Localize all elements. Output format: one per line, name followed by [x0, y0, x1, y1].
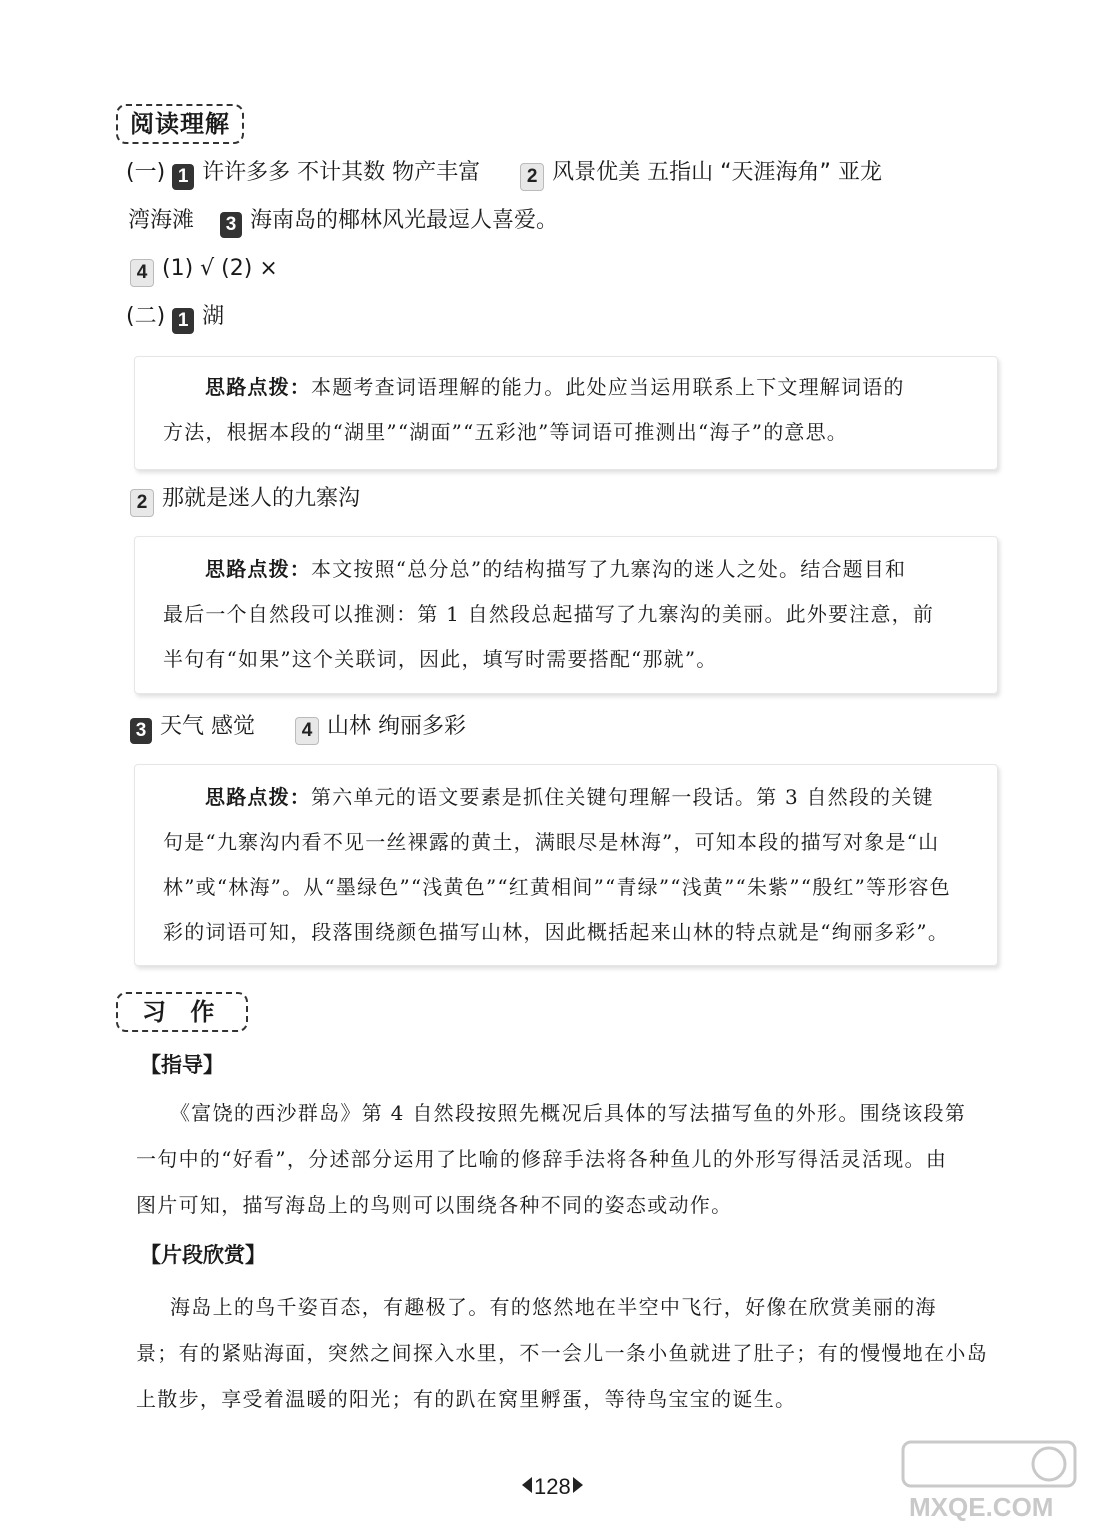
hint3-label: 思路点拨：	[205, 785, 311, 809]
hint3-line2: 句是“九寨沟内看不见一丝裸露的黄土，满眼尽是林海”，可知本段的描写对象是“山	[163, 830, 940, 854]
q1-number-badge: 1	[172, 164, 194, 190]
part1-label: (一)	[126, 160, 166, 185]
part2-q3-q4-line	[130, 712, 466, 745]
section-title-writing: 习 作	[116, 992, 248, 1032]
sample-heading: 【片段欣赏】	[140, 1243, 266, 1267]
q2-number-badge: 2	[520, 163, 544, 191]
p2-q4-answer: 山林 绚丽多彩	[327, 714, 466, 739]
hint3-line3: 林”或“林海”。从“墨绿色”“浅黄色”“红黄相间”“青绿”“浅黄”“朱紫”“殷红”等形容色	[163, 875, 951, 899]
p2-q3-answer: 天气 感觉	[160, 714, 255, 739]
q3-answer: 海南岛的椰林风光最逗人喜爱。	[250, 208, 559, 233]
page-number-text: 128	[534, 1474, 571, 1499]
sample-paragraph	[136, 1284, 998, 1422]
watermark-logo	[899, 1436, 1079, 1526]
watermark-graphic	[899, 1436, 1079, 1526]
hint2-label: 思路点拨：	[205, 557, 311, 581]
hint-box-3	[134, 764, 998, 966]
arrow-right-icon	[573, 1477, 583, 1493]
q2-answer-continued: 湾海滩	[128, 208, 195, 233]
q2-answer: 风景优美 五指山 “天涯海角” 亚龙	[552, 160, 882, 185]
part2-q2-line	[130, 484, 360, 517]
guide-line1: 《富饶的西沙群岛》第 4 自然段按照先概况后具体的写法描写鱼的外形。围绕该段第	[170, 1101, 967, 1125]
sample-line1: 海岛上的鸟千姿百态，有趣极了。有的悠然地在半空中飞行，好像在欣赏美丽的海	[170, 1295, 937, 1319]
part2-line1	[126, 302, 224, 334]
hint-box-2	[134, 536, 998, 694]
guide-line3: 图片可知，描写海岛上的鸟则可以围绕各种不同的姿态或动作。	[136, 1193, 733, 1217]
guide-heading: 【指导】	[140, 1053, 224, 1077]
hint-box-1	[134, 356, 998, 470]
q1-answer: 许许多多 不计其数 物产丰富	[202, 160, 481, 185]
p2-q1-number-badge: 1	[172, 308, 194, 334]
q4-answer: (1) √ (2) ×	[162, 256, 278, 281]
guide-line2: 一句中的“好看”，分述部分运用了比喻的修辞手法将各种鱼儿的外形写得活灵活现。由	[136, 1147, 948, 1171]
hint3-line4: 彩的词语可知，段落围绕颜色描写山林，因此概括起来山林的特点就是“绚丽多彩”。	[163, 920, 950, 944]
part1-line2	[128, 206, 558, 238]
page-number	[522, 1474, 583, 1500]
sample-line3: 上散步，享受着温暖的阳光；有的趴在窝里孵蛋，等待鸟宝宝的诞生。	[136, 1387, 797, 1411]
hint2-line1: 本文按照“总分总”的结构描写了九寨沟的迷人之处。结合题目和	[311, 557, 907, 581]
p2-q3-number-badge: 3	[130, 718, 152, 744]
sample-line2: 景；有的紧贴海面，突然之间探入水里，不一会儿一条小鱼就进了肚子；有的慢慢地在小岛	[136, 1341, 988, 1365]
hint1-text	[163, 365, 979, 455]
arrow-left-icon	[522, 1477, 532, 1493]
part1-line1	[126, 158, 882, 191]
part1-line3	[130, 254, 278, 287]
hint3-text	[163, 775, 979, 955]
hint3-line1: 第六单元的语文要素是抓住关键句理解一段话。第 3 自然段的关键	[311, 785, 934, 809]
p2-q1-answer: 湖	[202, 304, 225, 329]
p2-q2-answer: 那就是迷人的九寨沟	[162, 486, 361, 511]
part2-label: (二)	[126, 304, 166, 329]
watermark-text: MXQE.COM	[909, 1492, 1054, 1522]
hint1-label: 思路点拨：	[205, 375, 311, 399]
section-title-reading: 阅读理解	[116, 104, 244, 144]
p2-q2-number-badge: 2	[130, 489, 154, 517]
p2-q4-number-badge: 4	[295, 717, 319, 745]
hint2-line2: 最后一个自然段可以推测：第 1 自然段总起描写了九寨沟的美丽。此外要注意，前	[163, 602, 935, 626]
q4-number-badge: 4	[130, 259, 154, 287]
hint2-line3: 半句有“如果”这个关联词，因此，填写时需要搭配“那就”。	[163, 647, 718, 671]
hint2-text	[163, 547, 979, 682]
q3-number-badge: 3	[220, 212, 242, 238]
hint1-line2: 方法，根据本段的“湖里”“湖面”“五彩池”等词语可推测出“海子”的意思。	[163, 420, 848, 444]
guide-paragraph	[136, 1090, 998, 1228]
hint1-line1: 本题考查词语理解的能力。此处应当运用联系上下文理解词语的	[311, 375, 905, 399]
